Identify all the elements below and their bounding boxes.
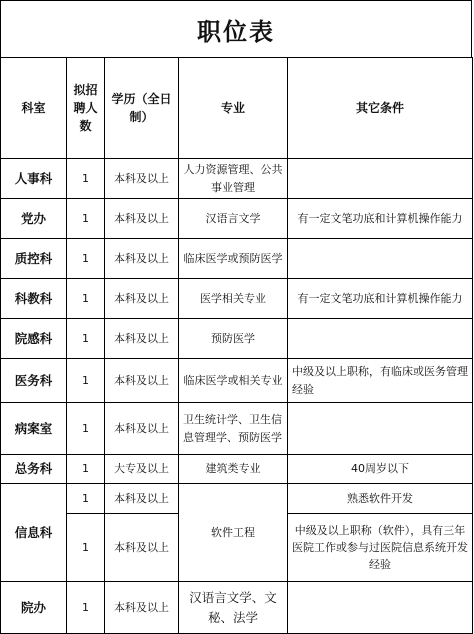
table-row [1, 359, 473, 403]
edu-cell: 本科及以上 [105, 359, 179, 403]
other-cell: 40周岁以下 [288, 455, 473, 484]
count-cell: 1 [67, 455, 105, 484]
page-title: 职位表 [197, 16, 275, 46]
title-row [0, 0, 472, 57]
other-cell: 中级及以上职称，有临床或医务管理经验 [288, 359, 473, 403]
major-cell: 汉语言文学、文秘、法学 [179, 582, 288, 634]
other-cell [288, 239, 473, 279]
header-major: 专业 [179, 58, 288, 159]
header-count: 拟招聘人数 [67, 58, 105, 159]
table-row [1, 484, 473, 514]
major-cell: 建筑类专业 [179, 455, 288, 484]
major-cell: 软件工程 [179, 484, 288, 582]
other-cell [288, 582, 473, 634]
count-cell: 1 [67, 279, 105, 319]
edu-cell: 大专及以上 [105, 455, 179, 484]
edu-cell: 本科及以上 [105, 582, 179, 634]
position-table [0, 57, 473, 634]
dept-cell: 人事科 [1, 159, 67, 199]
table-row [1, 455, 473, 484]
table-row [1, 159, 473, 199]
dept-cell: 党办 [1, 199, 67, 239]
major-cell: 预防医学 [179, 319, 288, 359]
header-edu: 学历（全日制） [105, 58, 179, 159]
other-cell: 有一定文笔功底和计算机操作能力 [288, 279, 473, 319]
edu-cell: 本科及以上 [105, 514, 179, 582]
count-cell: 1 [67, 514, 105, 582]
dept-cell: 总务科 [1, 455, 67, 484]
dept-cell: 病案室 [1, 403, 67, 455]
edu-cell: 本科及以上 [105, 159, 179, 199]
edu-cell: 本科及以上 [105, 239, 179, 279]
major-cell: 人力资源管理、公共事业管理 [179, 159, 288, 199]
count-cell: 1 [67, 582, 105, 634]
count-cell: 1 [67, 319, 105, 359]
count-cell: 1 [67, 199, 105, 239]
major-cell: 卫生统计学、卫生信息管理学、预防医学 [179, 403, 288, 455]
table-row [1, 199, 473, 239]
edu-cell: 本科及以上 [105, 484, 179, 514]
count-cell: 1 [67, 359, 105, 403]
dept-cell: 科教科 [1, 279, 67, 319]
major-cell: 医学相关专业 [179, 279, 288, 319]
other-cell: 有一定文笔功底和计算机操作能力 [288, 199, 473, 239]
major-cell: 汉语言文学 [179, 199, 288, 239]
other-cell: 熟悉软件开发 [288, 484, 473, 514]
dept-cell: 院办 [1, 582, 67, 634]
table-row [1, 279, 473, 319]
count-cell: 1 [67, 159, 105, 199]
edu-cell: 本科及以上 [105, 403, 179, 455]
dept-cell: 医务科 [1, 359, 67, 403]
edu-cell: 本科及以上 [105, 199, 179, 239]
count-cell: 1 [67, 403, 105, 455]
count-cell: 1 [67, 484, 105, 514]
dept-cell: 院感科 [1, 319, 67, 359]
other-cell [288, 319, 473, 359]
table-row [1, 319, 473, 359]
dept-cell: 信息科 [1, 484, 67, 582]
other-cell [288, 159, 473, 199]
major-cell: 临床医学或相关专业 [179, 359, 288, 403]
edu-cell: 本科及以上 [105, 319, 179, 359]
header-dept: 科室 [1, 58, 67, 159]
dept-cell: 质控科 [1, 239, 67, 279]
header-other: 其它条件 [288, 58, 473, 159]
edu-cell: 本科及以上 [105, 279, 179, 319]
major-cell: 临床医学或预防医学 [179, 239, 288, 279]
count-cell: 1 [67, 239, 105, 279]
table-row [1, 582, 473, 634]
header-row [1, 58, 473, 159]
other-cell: 中级及以上职称（软件），具有三年医院工作或参与过医院信息系统开发经验 [288, 514, 473, 582]
table-row [1, 403, 473, 455]
table-row [1, 239, 473, 279]
other-cell [288, 403, 473, 455]
